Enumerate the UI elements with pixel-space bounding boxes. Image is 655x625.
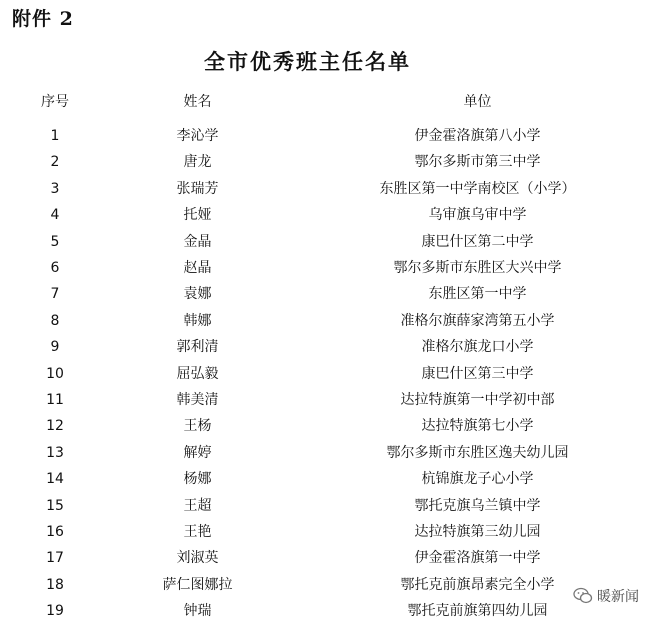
table-row bbox=[0, 308, 655, 334]
watermark-label: 暖新闻 bbox=[597, 589, 639, 605]
row-name: 韩娜 bbox=[183, 312, 212, 329]
row-no: 6 bbox=[50, 260, 60, 276]
row-no: 8 bbox=[50, 312, 60, 329]
row-unit: 东胜区第一中学南校区（小学） bbox=[379, 180, 576, 197]
row-unit: 伊金霍洛旗第一中学 bbox=[414, 550, 541, 567]
table-row bbox=[0, 361, 655, 387]
table-row bbox=[0, 572, 655, 598]
row-no: 5 bbox=[50, 233, 60, 250]
row-unit: 准格尔旗薛家湾第五小学 bbox=[400, 312, 555, 329]
row-no: 18 bbox=[46, 576, 64, 593]
table-row bbox=[0, 149, 655, 175]
row-unit: 鄂托克旗乌兰镇中学 bbox=[414, 497, 541, 514]
row-unit: 达拉特旗第一中学初中部 bbox=[400, 392, 555, 408]
table-row bbox=[0, 598, 655, 624]
table-row bbox=[0, 387, 655, 413]
table-row bbox=[0, 281, 655, 307]
row-name: 张瑞芳 bbox=[176, 180, 219, 197]
table-row bbox=[0, 466, 655, 492]
row-name: 杨娜 bbox=[183, 471, 212, 488]
row-name: 李沁学 bbox=[176, 128, 219, 144]
row-no: 3 bbox=[50, 180, 60, 197]
table-row bbox=[0, 255, 655, 281]
row-unit: 鄂托克前旗第四幼儿园 bbox=[407, 603, 548, 620]
row-no: 15 bbox=[46, 497, 64, 514]
row-no: 16 bbox=[46, 524, 64, 540]
header-no: 序号 bbox=[41, 94, 69, 110]
table-row bbox=[0, 123, 655, 149]
header-name: 姓名 bbox=[183, 94, 212, 110]
row-name: 唐龙 bbox=[183, 154, 212, 171]
row-name: 韩美清 bbox=[176, 392, 219, 408]
row-unit: 准格尔旗龙口小学 bbox=[421, 339, 534, 356]
row-name: 屈弘毅 bbox=[176, 365, 219, 382]
table-row bbox=[0, 334, 655, 360]
row-unit: 伊金霍洛旗第八小学 bbox=[414, 128, 541, 144]
table-row bbox=[0, 440, 655, 466]
row-unit: 东胜区第一中学 bbox=[428, 286, 527, 303]
row-no: 19 bbox=[46, 603, 64, 620]
row-no: 2 bbox=[50, 154, 60, 171]
row-name: 萨仁图娜拉 bbox=[162, 576, 233, 593]
row-unit: 鄂托克前旗昂素完全小学 bbox=[400, 576, 555, 593]
row-no: 10 bbox=[46, 365, 64, 382]
row-unit: 鄂尔多斯市东胜区大兴中学 bbox=[393, 260, 562, 276]
row-no: 4 bbox=[50, 207, 60, 224]
table-row bbox=[0, 202, 655, 228]
row-name: 王杨 bbox=[183, 418, 212, 435]
row-name: 王超 bbox=[183, 497, 212, 514]
row-no: 9 bbox=[50, 339, 60, 356]
row-name: 刘淑英 bbox=[176, 550, 219, 567]
row-no: 17 bbox=[46, 550, 64, 567]
row-unit: 康巴什区第二中学 bbox=[421, 233, 534, 250]
row-name: 钟瑞 bbox=[183, 603, 212, 620]
row-name: 赵晶 bbox=[183, 260, 212, 276]
row-name: 金晶 bbox=[183, 233, 212, 250]
row-no: 14 bbox=[46, 471, 64, 488]
row-unit: 康巴什区第三中学 bbox=[421, 365, 534, 382]
table-row bbox=[0, 176, 655, 202]
row-no: 13 bbox=[46, 444, 64, 461]
row-unit: 达拉特旗第三幼儿园 bbox=[414, 524, 541, 540]
row-name: 郭利清 bbox=[176, 339, 219, 356]
row-no: 7 bbox=[50, 286, 60, 303]
attachment-label: 附件 2 bbox=[12, 8, 74, 30]
row-name: 袁娜 bbox=[183, 286, 212, 303]
watermark bbox=[571, 585, 641, 607]
row-no: 12 bbox=[46, 418, 64, 435]
row-unit: 乌审旗乌审中学 bbox=[428, 207, 527, 224]
row-unit: 杭锦旗龙子心小学 bbox=[421, 471, 534, 488]
row-no: 11 bbox=[46, 392, 64, 408]
table-row bbox=[0, 493, 655, 519]
table-row bbox=[0, 545, 655, 571]
wechat-icon bbox=[573, 587, 593, 605]
row-no: 1 bbox=[50, 128, 60, 144]
table-row bbox=[0, 229, 655, 255]
table-row bbox=[0, 519, 655, 545]
row-name: 托娅 bbox=[183, 207, 212, 224]
page-title: 全市优秀班主任名单 bbox=[204, 49, 411, 74]
row-name: 解婷 bbox=[183, 444, 212, 461]
row-unit: 鄂尔多斯市第三中学 bbox=[414, 154, 541, 171]
row-name: 王艳 bbox=[183, 524, 212, 540]
table-row bbox=[0, 413, 655, 439]
table-header bbox=[0, 89, 655, 115]
header-unit: 单位 bbox=[463, 94, 492, 110]
row-unit: 鄂尔多斯市东胜区逸夫幼儿园 bbox=[386, 444, 569, 461]
row-unit: 达拉特旗第七小学 bbox=[421, 418, 534, 435]
